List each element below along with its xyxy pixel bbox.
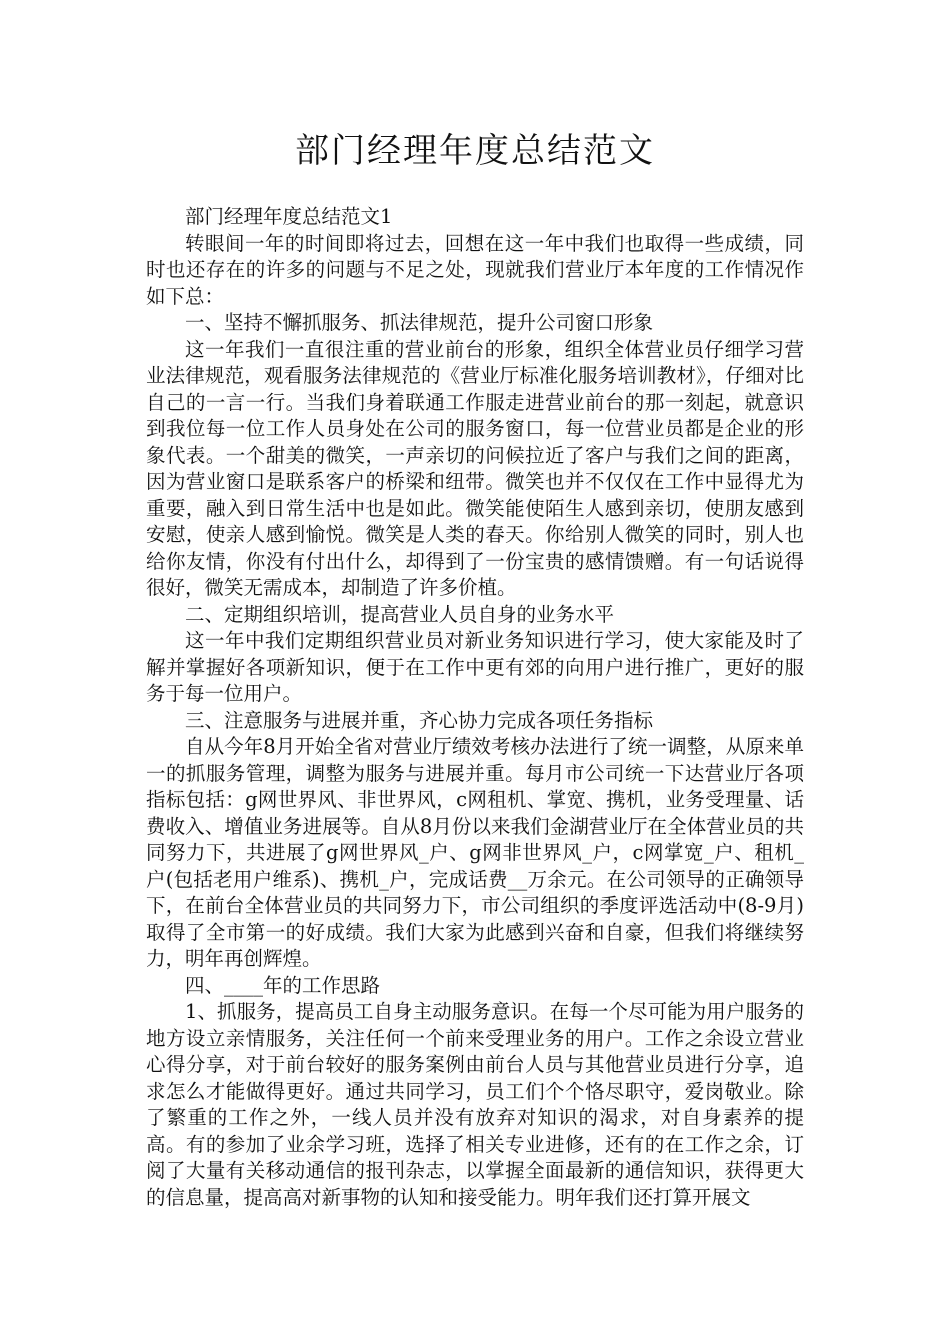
document-title: 部门经理年度总结范文 [295,131,655,171]
section-heading-4: 四、____年的工作思路 [185,973,381,997]
subtitle-paragraph: 部门经理年度总结范文1 [185,205,393,228]
section-3-paragraph: 自从今年8月开始全省对营业厅绩效考核办法进行了统一调整，从原来单一的抓服务管理，调整为服务与进展并重。每月市公司统一下达营业厅各项指标包括：g网世界风、非世界风，c网租机、掌宽、携机，业务受理量、话费收入、增值业务进展等。自从8月份以来我们金湖营业厅在全体营业员的共同努力下，共进展了g网世界风_户、g网非世界风_户，c网掌宽_户、租机_户(包括老用户维系)、携机_户，完成话费__万余元。在公司领导的正确领导下，在前台全体营业员的共同努力下，市公司组织的季度评选活动中(8-9月)取得了全市第一的好成绩。我们大家为此感到兴奋和自豪，但我们将继续努力，明年再创辉煌。 [146,735,804,970]
section-2-paragraph: 这一年中我们定期组织营业员对新业务知识进行学习，使大家能及时了解并掌握好各项新知识，便于在工作中更有郊的向用户进行推广，更好的服务于每一位用户。 [146,629,804,705]
intro-paragraph: 转眼间一年的时间即将过去，回想在这一年中我们也取得一些成绩，同时也还存在的许多的问题与不足之处，现就我们营业厅本年度的工作情况作如下总： [146,231,804,308]
section-heading-2: 二、定期组织培训，提高营业人员自身的业务水平 [185,602,615,626]
section-heading-1: 一、坚持不懈抓服务、抓法律规范，提升公司窗口形象 [185,311,654,334]
section-4-paragraph: 1、抓服务，提高员工自身主动服务意识。在每一个尽可能为用户服务的地方设立亲情服务，关注任何一个前来受理业务的用户。工作之余设立营业心得分享，对于前台较好的服务案例由前台人员与其他营业员进行分享，追求怎么才能做得更好。通过共同学习，员工们个个恪尽职守，爱岗敬业。除了繁重的工作之外，一线人员并没有放弃对知识的渴求，对自身素养的提高。有的参加了业余学习班，选择了相关专业进修，还有的在工作之余，订阅了大量有关移动通信的报刊杂志，以掌握全面最新的通信知识，获得更大的信息量，提高高对新事物的认知和接受能力。明年我们还打算开展文 [146,1000,804,1209]
section-heading-3: 三、注意服务与进展并重，齐心协力完成各项任务指标 [185,708,654,732]
document-body [146,204,804,1211]
section-1-paragraph: 这一年我们一直很注重的营业前台的形象，组织全体营业员仔细学习营业法律规范，观看服务法律规范的《营业厅标准化服务培训教材》，仔细对比自己的一言一行。当我们身着联通工作服走进营业前台的那一刻起，就意识到我位每一位工作人员身处在公司的服务窗口，每一位营业员都是企业的形象代表。一个甜美的微笑，一声亲切的问候拉近了客户与我们之间的距离，因为营业窗口是联系客户的桥梁和纽带。微笑也并不仅仅在工作中显得尤为重要，融入到日常生活中也是如此。微笑能使陌生人感到亲切，使朋友感到安慰，使亲人感到愉悦。微笑是人类的春天。你给别人微笑的同时，别人也给你友情，你没有付出什么，却得到了一份宝贵的感情馈赠。有一句话说得很好，微笑无需成本，却制造了许多价植。 [146,337,804,599]
